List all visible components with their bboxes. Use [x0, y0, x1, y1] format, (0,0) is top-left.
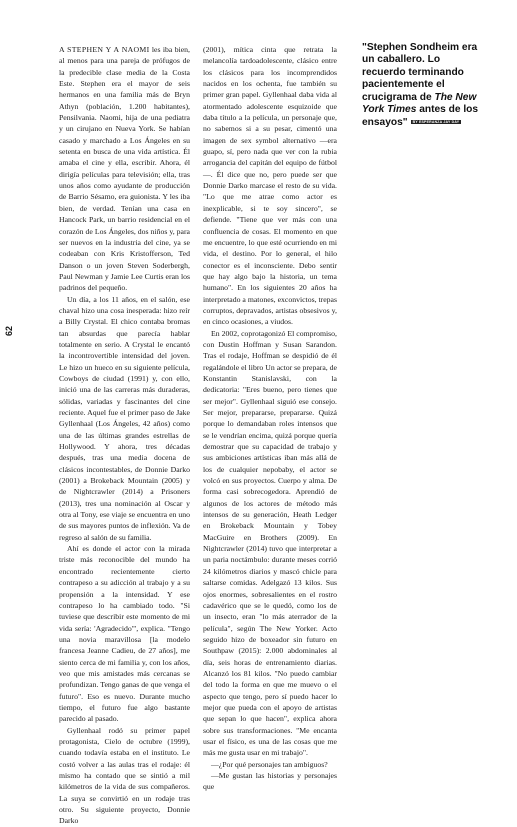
pull-quote-text-end: antes de los ensayos" — [362, 104, 479, 129]
article-paragraph — [59, 44, 190, 294]
article-paragraph: Ahí es donde el actor con la mirada triste más reconocible del mundo ha encontrado recientemente cierto contrapeso a su adicción al trabajo y a su propensión a la intensidad. Y ese contrapeso lo ha cambiado todo. "Si tuviese que describir este momento de mi vida sería: 'Agradecido'", explica. "Tengo una novia maravillosa [la modelo francesa Jeanne Cadieu, de 27 años], me siento cerca de mi familia y, con los años, veo que mis amistades más cercanas se profundizan. Tengo ganas de que venga el futuro". Eso es nuevo. Durante mucho tiempo, el futuro fue algo bastante parecido al pasado. — [59, 544, 190, 724]
pull-quote — [362, 42, 484, 130]
page-number: 62 — [4, 326, 14, 337]
article-paragraph: Gyllenhaal rodó su primer papel protagonista, Cielo de octubre (1999), cuando todavía estaba en el instituto. Le costó volver a las aulas tras el rodaje: él mismo ha contado que se sintió a mil kilómetros de la vida de sus compañeros. La suya se convirtió en un rodaje tras otro. Su siguiente proyecto, Donnie Darko — [59, 725, 190, 826]
pull-quote-publication: The New York Times — [362, 91, 477, 116]
interview-answer: —Me gustan las historias y personajes que — [203, 771, 337, 792]
article-paragraph: En 2002, coprotagonizó El compromiso, con Dustin Hoffman y Susan Sarandon. Tras el rodaje, Hoffman se despidió de él regalándole el libro Un actor se prepara, de Konstantin Stanislavski, con la dedicatoria: "Eres bueno, pero tienes que ser mejor". Gyllenhaal siguió ese consejo. Ser mejor, prepararse, prepararse. Quizá porque lo demandaban roles intensos que se le vendrían encima, quizá porque quería demostrar que su capacidad de trabajo y sus ambiciones artísticas iban más allá de los de cualquier nepobaby, el actor se volcó en sus proyectos. Cuerpo y alma. De forma casi sobrecogedora. Aprendió de algunos de los actores de método más intensos de su generación, Heath Ledger en Brokeback Mountain y Tobey MacGuire en Brothers (2009). En Nightcrawler (2014) tuvo que interpretar a un paria noctámbulo: durante meses corrió 24 kilómetros diarios y mascó chicle para saltarse comidas. Adelgazó 13 kilos. Sus ojos enormes, sobresalientes en el rostro cadavérico que se le quedó, como los de un insecto, eran "lo más aterrador de la película", según The New Yorker. Acto seguido hizo de boxeador sin futuro en Southpaw (2015): 2.000 abdominales al día, seis horas de entrenamiento diarias. Alcanzó los 81 kilos. "No puedo cambiar del todo la forma en que me muevo o el aspecto que tengo, pero sí puedo hacer lo mejor que pueda con el apoyo de artistas que sepan lo que hacen", explica ahora sobre sus transformaciones. "Me encanta usar el físico, es una de las cosas que me más me gusta usar en mi trabajo". — [203, 328, 337, 758]
article-column-2 — [203, 44, 337, 793]
article-column-1 — [59, 44, 190, 827]
interview-question: —¿Por qué personajes tan ambiguos? — [211, 759, 328, 769]
pull-quote-text: "Stephen Sondheim era un caballero. Lo recuerdo terminando pacientemente el crucigrama de — [362, 42, 478, 103]
paragraph-text: les iba bien, al menos para una pareja de prófugos de la predecible clase media de la Costa Este. Stephen era el mayor de seis hermanos en una familia más de Bryn Athyn (población, 1.200 habitantes), Pensilvania. Naomi, hija de una pediatra y un cirujano en Nueva York. Se habían casado y marchado a Los Ángeles en su setenta en busca de una vida artística. Él amaba el cine y ella, escribir. Ahora, él dirigía películas para televisión; ella, tras unos años como ayudante de producción de Barrio Sésamo, era guionista. Y les iba bien, de verdad. Tenían una casa en Hancock Park, un barrio residencial en el corazón de Los Ángeles, dos niños y, para ser nuevos en la industria del cine, ya se codeaban con Kris Kristofferson, Ted Danson o un joven Steven Soderbergh, Paul Newman y Jamie Lee Curtis eran los padrinos del pequeño. — [59, 45, 190, 293]
photo-credit: BY ESPERANZA JAY DAY — [412, 120, 460, 125]
article-paragraph: (2001), mítica cinta que retrata la melancolía tardoadolescente, clásico entre los clásicos para los incomprendidos nacidos en los ochenta, fue también su primer gran papel. Gyllenhaal daba vida al atormentado adolescente esquizoide que daba título a la película, un personaje que, no sabemos si a su pesar, cimentó una imagen de sex symbol alternativo —era guapo, sí, pero nada que ver con la rubia arrogancia del capitán del equipo de fútbol—. Él dice que no, pero puede ser que Donnie Darko marcase el resto de su vida. "Lo que me atrae como actor es inexplicable, si te soy sincero", se defiende. "Tiene que ver más con una confluencia de cosas. El momento en que me encuentre, lo que esté ocurriendo en mi vida, el destino. Por lo general, el hilo conector es el inconsciente. Debo sentir que hay algo bajo la historia, un tema humano". En los siguientes 20 años ha interpretado a matones, exconvictos, trepas corruptos, depravados, artistas obsesivos y, en cinco ocasiones, a viudos. — [203, 45, 337, 327]
article-paragraph: Un día, a los 11 años, en el salón, ese chaval hizo una cosa inesperada: hizo reír a Billy Crystal. El chico contaba bromas tan absurdas que parecía hablar totalmente en serio. A Crystal le encantó la incontrovertible intensidad del joven. Le hizo un hueco en su siguiente película, Cowboys de ciudad (1991) y, con ello, inició una de las carreras más duraderas, sólidas, variadas y fascinantes del cine reciente. Aquel fue el primer paso de Jake Gyllenhaal (Los Ángeles, 42 años) como una de las últimas grandes estrellas de Hollywood. Y ahora, tres décadas después, tras una media docena de clásicos incontestables, de Donnie Darko (2001) a Brokeback Mountain (2005) y de Nightcrawler (2014) a Prisoners (2013), tres una nominación al Oscar y otra al Tony, ese viaje se encuentra en uno de sus mayores puntos de inflexión. Va de regreso al salón de su familia. — [59, 294, 190, 542]
lead-in: A STEPHEN Y A NAOMI — [59, 45, 150, 54]
